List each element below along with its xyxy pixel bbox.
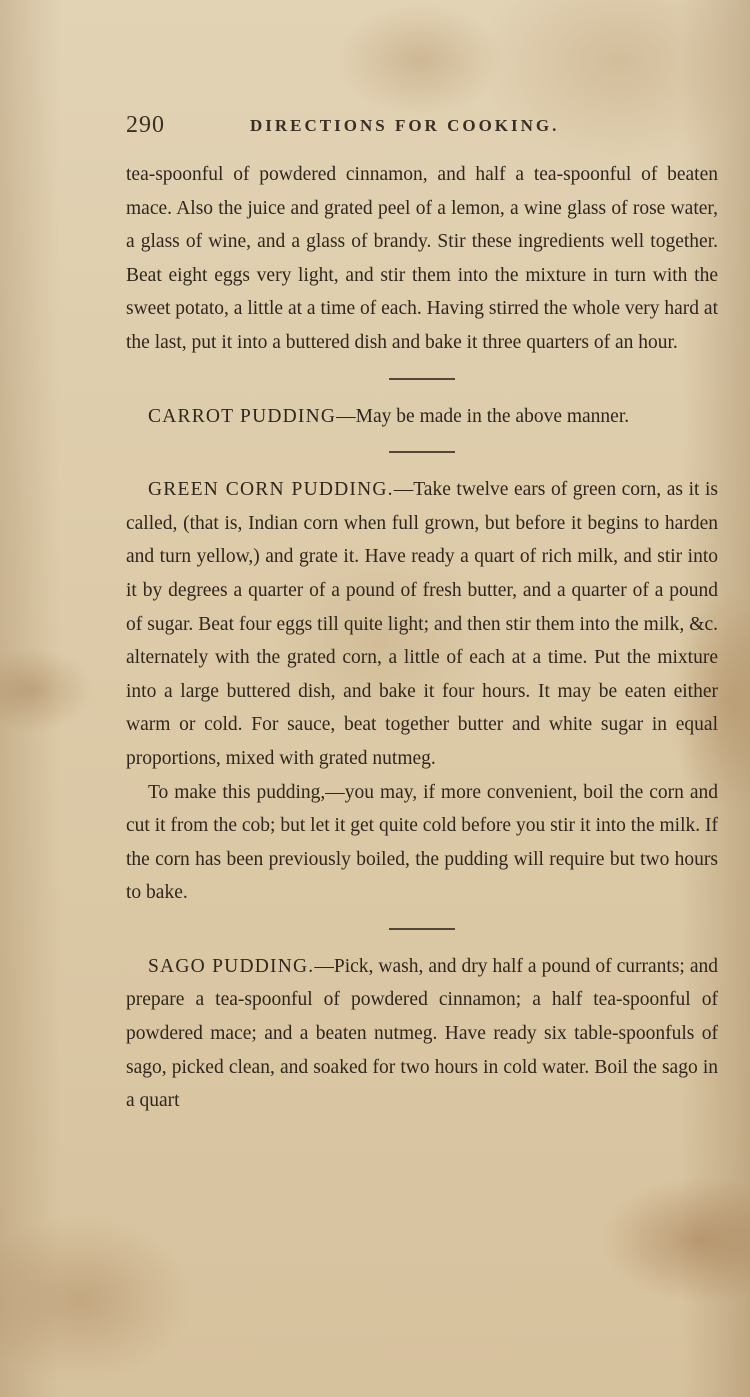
carrot-pudding-text: —May be made in the above manner. <box>336 405 630 427</box>
sago-pudding-paragraph <box>126 950 718 1118</box>
section-divider <box>389 928 455 930</box>
continuation-text: tea-spoonful of powdered cinnamon, and half a tea-spoonful of beaten mace. Also the juice and grated peel of a lemon, a wine glass of rose water, a glass of wine, and a glass of brandy. Stir these ingredients well together. Beat eight eggs very light, and stir them into the mixture in turn with the sweet potato, a little at a time of each. Having stirred the whole very hard at the last, put it into a buttered dish and bake it three quarters of an hour. <box>126 164 718 353</box>
running-head: DIRECTIONS FOR COOKING. <box>250 116 560 135</box>
continuation-paragraph <box>126 158 718 360</box>
section-divider <box>389 378 455 380</box>
green-corn-pudding-note-text: To make this pudding,—you may, if more convenient, boil the corn and cut it from the cob; but let it get quite cold before you stir it into the milk. If the corn has been previously boiled, the pudding will require but two hours to bake. <box>126 781 718 904</box>
page-body <box>126 158 718 1118</box>
green-corn-pudding-note <box>126 776 718 910</box>
sago-pudding-text: —Pick, wash, and dry half a pound of currants; and prepare a tea-spoonful of powdered cinnamon; a half tea-spoonful of powdered mace; and a beaten nutmeg. Have ready six table-spoonfuls of sago, picked clean, and soaked for two hours in cold water. Boil the sago in a quart <box>126 955 718 1112</box>
carrot-pudding-title: CARROT PUDDING <box>148 405 337 427</box>
page-header <box>122 112 722 142</box>
green-corn-pudding-paragraph <box>126 473 718 775</box>
section-divider <box>389 451 455 453</box>
green-corn-pudding-title: GREEN CORN PUDDING. <box>148 479 394 501</box>
page-number: 290 <box>126 112 165 138</box>
carrot-pudding-paragraph <box>126 400 718 434</box>
green-corn-pudding-text: —Take twelve ears of green corn, as it is called, (that is, Indian corn when full grown, but before it begins to harden and turn yellow,) and grate it. Have ready a quart of rich milk, and stir into it by degrees a quarter of a pound of fresh butter, and a quarter of a pound of sugar. Beat four eggs till quite light; and then stir them into the milk, &c. alternately with the grated corn, a little of each at a time. Put the mixture into a large buttered dish, and bake it four hours. It may be eaten either warm or cold. For sauce, beat together butter and white sugar in equal proportions, mixed with grated nutmeg. <box>126 479 718 769</box>
sago-pudding-title: SAGO PUDDING. <box>148 955 315 977</box>
